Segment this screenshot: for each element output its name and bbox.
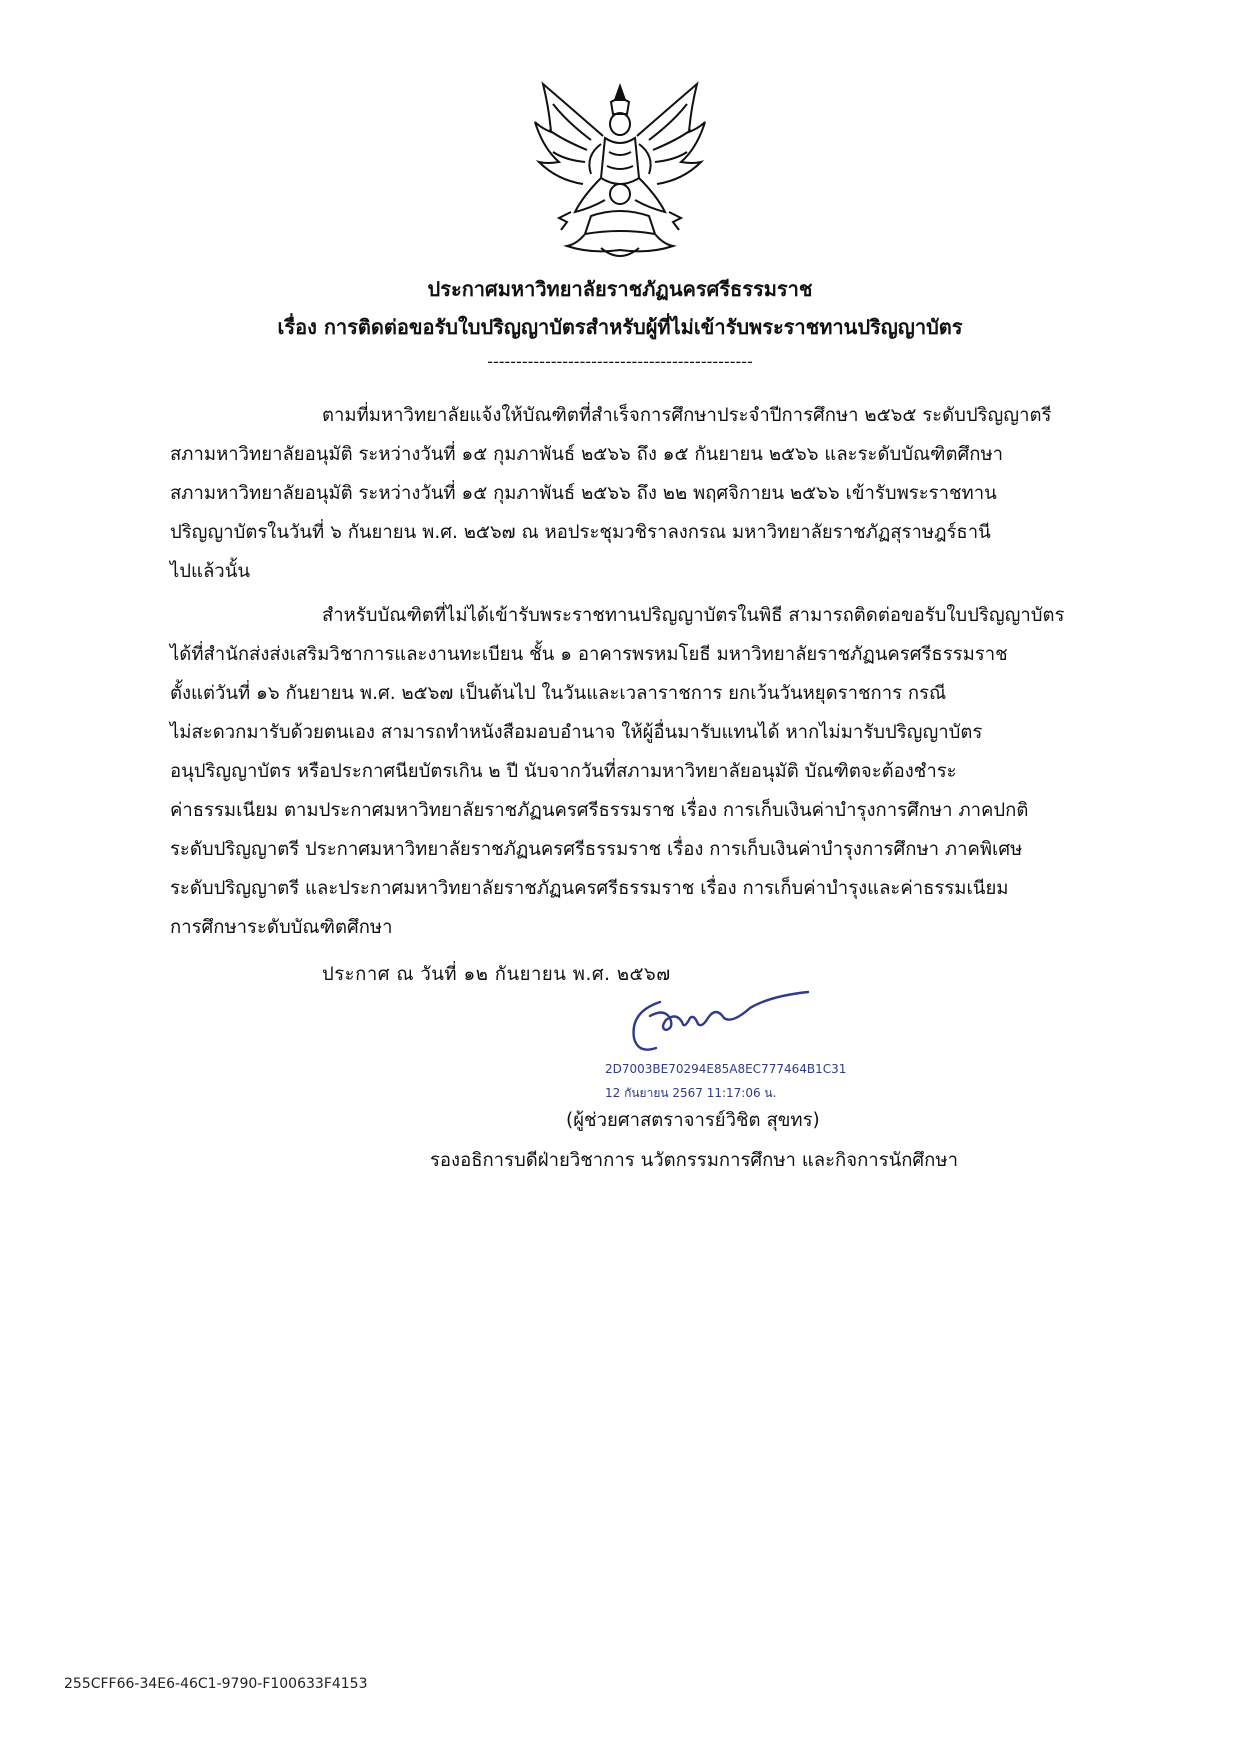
paragraph-line: ได้ที่สำนักส่งส่งเสริมวิชาการและงานทะเบียน ชั้น ๑ อาคารพรหมโยธี มหาวิทยาลัยราชภัฏนครศรีธรรมราช: [170, 644, 1008, 665]
announcement-title: ประกาศมหาวิทยาลัยราชภัฏนครศรีธรรมราช: [427, 277, 813, 301]
paragraph-line: ตั้งแต่วันที่ ๑๖ กันยายน พ.ศ. ๒๕๖๗ เป็นต้นไป ในวันและเวลาราชการ ยกเว้นวันหยุดราชการ กรณี: [170, 683, 947, 704]
paragraph-line: ระดับปริญญาตรี และประกาศมหาวิทยาลัยราชภัฏนครศรีธรรมราช เรื่อง การเก็บค่าบำรุงและค่าธรรมเนียม: [170, 878, 1009, 899]
paragraph-line: ไปแล้วนั้น: [170, 561, 250, 582]
announcement-subject: เรื่อง การติดต่อขอรับใบปริญญาบัตรสำหรับผู้ที่ไม่เข้ารับพระราชทานปริญญาบัตร: [277, 315, 963, 339]
title-separator: ----------------------------------------------: [487, 352, 753, 371]
paragraph-line: ตามที่มหาวิทยาลัยแจ้งให้บัณฑิตที่สำเร็จการศึกษาประจำปีการศึกษา ๒๕๖๕ ระดับปริญญาตรี: [322, 405, 1052, 426]
garuda-emblem-icon: [531, 78, 709, 264]
paragraph-line: ปริญญาบัตรในวันที่ ๖ กันยายน พ.ศ. ๒๕๖๗ ณ หอประชุมวชิราลงกรณ มหาวิทยาลัยราชภัฏสุราษฎร์ธานี: [170, 522, 991, 543]
document-id: 255CFF66-34E6-46C1-9790-F100633F4153: [64, 1676, 368, 1692]
paragraph-1: [170, 396, 1120, 591]
paragraph-line: การศึกษาระดับบัณฑิตศึกษา: [170, 917, 393, 938]
announcement-date: ประกาศ ณ วันที่ ๑๒ กันยายน พ.ศ. ๒๕๖๗: [322, 964, 671, 985]
paragraph-line: ระดับปริญญาตรี ประกาศมหาวิทยาลัยราชภัฏนครศรีธรรมราช เรื่อง การเก็บเงินค่าบำรุงการศึกษา ภาคพิเศษ: [170, 839, 1023, 860]
signature-timestamp: 12 กันยายน 2567 11:17:06 น.: [605, 1086, 777, 1100]
paragraph-line: สภามหาวิทยาลัยอนุมัติ ระหว่างวันที่ ๑๕ กุมภาพันธ์ ๒๕๖๖ ถึง ๑๕ กันยายน ๒๕๖๖ และระดับบัณฑิตศึกษา: [170, 444, 1004, 465]
paragraph-line: ไม่สะดวกมารับด้วยตนเอง สามารถทำหนังสือมอบอำนาจ ให้ผู้อื่นมารับแทนได้ หากไม่มารับปริญญาบัตร: [170, 722, 983, 743]
signature-hash: 2D7003BE70294E85A8EC777464B1C31: [605, 1062, 847, 1076]
paragraph-line: สำหรับบัณฑิตที่ไม่ได้เข้ารับพระราชทานปริญญาบัตรในพิธี สามารถติดต่อขอรับใบปริญญาบัตร: [322, 605, 1065, 626]
paragraph-2: [170, 596, 1120, 947]
handwritten-signature-icon: [620, 988, 820, 1058]
paragraph-line: อนุปริญญาบัตร หรือประกาศนียบัตรเกิน ๒ ปี นับจากวันที่สภามหาวิทยาลัยอนุมัติ บัณฑิตจะต้องชำระ: [170, 761, 957, 782]
signer-position: รองอธิการบดีฝ่ายวิชาการ นวัตกรรมการศึกษา และกิจการนักศึกษา: [430, 1150, 958, 1171]
paragraph-line: ค่าธรรมเนียม ตามประกาศมหาวิทยาลัยราชภัฏนครศรีธรรมราช เรื่อง การเก็บเงินค่าบำรุงการศึกษา ภาคปกติ: [170, 800, 1029, 821]
signer-name: (ผู้ช่วยศาสตราจารย์วิชิต สุขทร): [566, 1110, 820, 1131]
paragraph-line: สภามหาวิทยาลัยอนุมัติ ระหว่างวันที่ ๑๕ กุมภาพันธ์ ๒๕๖๖ ถึง ๒๒ พฤศจิกายน ๒๕๖๖ เข้ารับพระราชทาน: [170, 483, 997, 504]
